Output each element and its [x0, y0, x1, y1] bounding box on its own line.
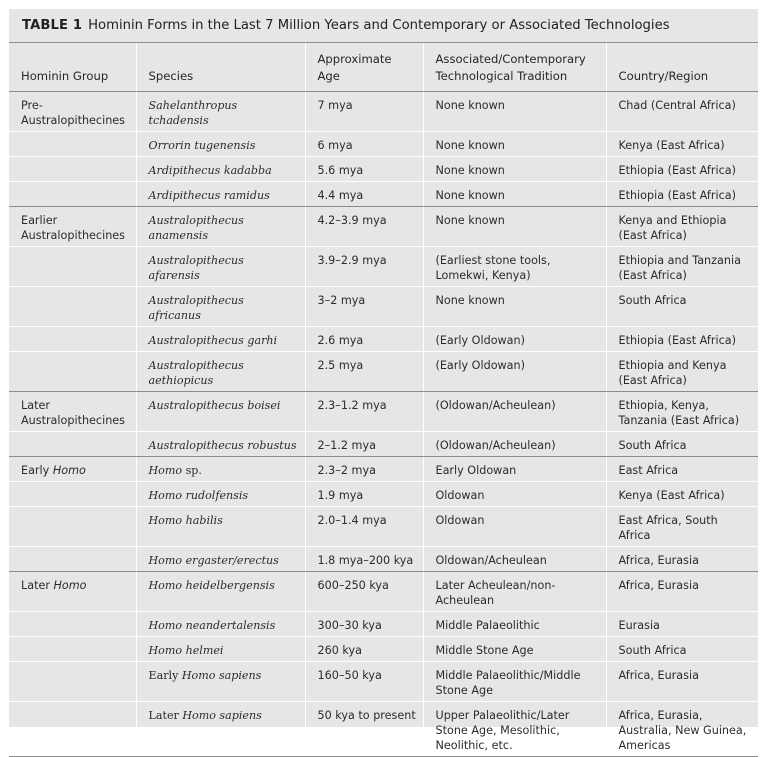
cell-group [9, 612, 136, 637]
table-row [9, 287, 758, 327]
table-row [9, 352, 758, 392]
hominin-table [9, 43, 758, 757]
cell-technology: Later Acheulean/non-Acheulean [423, 572, 606, 612]
cell-species: Australopithecus garhi [136, 327, 305, 352]
cell-group [9, 157, 136, 182]
cell-region: Ethiopia (East Africa) [606, 182, 758, 207]
header-country-region: Country/Region [606, 43, 758, 92]
cell-group: Pre-Australopithecines [9, 92, 136, 132]
cell-species: Homo ergaster/erectus [136, 547, 305, 572]
cell-age: 2–1.2 mya [305, 432, 423, 457]
cell-group [9, 572, 136, 612]
cell-group [9, 637, 136, 662]
cell-region: Ethiopia, Kenya, Tanzania (East Africa) [606, 392, 758, 432]
group-genus: Homo [53, 579, 87, 592]
cell-technology: Middle Palaeolithic/Middle Stone Age [423, 662, 606, 702]
table-row [9, 247, 758, 287]
cell-age: 600–250 kya [305, 572, 423, 612]
cell-species: Orrorin tugenensis [136, 132, 305, 157]
table-label: TABLE 1 [22, 18, 83, 33]
cell-technology: None known [423, 287, 606, 327]
cell-age: 1.8 mya–200 kya [305, 547, 423, 572]
cell-species: Homo heidelbergensis [136, 572, 305, 612]
cell-group [9, 247, 136, 287]
cell-age: 1.9 mya [305, 482, 423, 507]
cell-species: Australopithecus anamensis [136, 207, 305, 247]
cell-region: Chad (Central Africa) [606, 92, 758, 132]
cell-technology: (Oldowan/Acheulean) [423, 432, 606, 457]
cell-age: 2.3–1.2 mya [305, 392, 423, 432]
table-row [9, 482, 758, 507]
cell-age: 3.9–2.9 mya [305, 247, 423, 287]
cell-age: 300–30 kya [305, 612, 423, 637]
species-prefix: Early [148, 669, 182, 682]
cell-region: South Africa [606, 432, 758, 457]
table-row [9, 132, 758, 157]
table-row [9, 637, 758, 662]
cell-region: Africa, Eurasia [606, 572, 758, 612]
cell-group [9, 432, 136, 457]
header-row [9, 43, 758, 92]
cell-age: 2.0–1.4 mya [305, 507, 423, 547]
cell-group [9, 132, 136, 157]
cell-species: Australopithecus robustus [136, 432, 305, 457]
cell-region: South Africa [606, 287, 758, 327]
cell-species [136, 457, 305, 482]
cell-group [9, 457, 136, 482]
group-prefix: Later [21, 579, 54, 592]
cell-region: Africa, Eurasia [606, 662, 758, 702]
cell-group [9, 352, 136, 392]
cell-region: East Africa [606, 457, 758, 482]
cell-region: Ethiopia and Kenya (East Africa) [606, 352, 758, 392]
table-row [9, 507, 758, 547]
header-species: Species [136, 43, 305, 92]
cell-region: Ethiopia and Tanzania (East Africa) [606, 247, 758, 287]
table-row [9, 327, 758, 352]
species-genus: Homo [148, 464, 183, 477]
table-row [9, 702, 758, 757]
cell-region: Kenya and Ethiopia (East Africa) [606, 207, 758, 247]
cell-technology: None known [423, 157, 606, 182]
cell-technology: Oldowan [423, 482, 606, 507]
cell-group [9, 702, 136, 757]
header-hominin-group: Hominin Group [9, 43, 136, 92]
cell-technology: None known [423, 182, 606, 207]
cell-region: Ethiopia (East Africa) [606, 157, 758, 182]
table-row [9, 392, 758, 432]
cell-species: Australopithecus afarensis [136, 247, 305, 287]
cell-age: 160–50 kya [305, 662, 423, 702]
table-title: Hominin Forms in the Last 7 Million Years and Contemporary or Associated Technologies [88, 18, 670, 33]
cell-species: Australopithecus africanus [136, 287, 305, 327]
cell-group [9, 662, 136, 702]
cell-technology: Early Oldowan [423, 457, 606, 482]
cell-technology: (Oldowan/Acheulean) [423, 392, 606, 432]
table-row [9, 157, 758, 182]
cell-age: 6 mya [305, 132, 423, 157]
cell-region: Kenya (East Africa) [606, 132, 758, 157]
cell-region: South Africa [606, 637, 758, 662]
cell-age: 2.6 mya [305, 327, 423, 352]
cell-region: Kenya (East Africa) [606, 482, 758, 507]
species-name: Homo sapiens [182, 709, 262, 722]
cell-species: Ardipithecus kadabba [136, 157, 305, 182]
table-row [9, 662, 758, 702]
table-row [9, 207, 758, 247]
table-panel [9, 9, 758, 752]
cell-group [9, 547, 136, 572]
cell-group: Later Australopithecines [9, 392, 136, 432]
header-technological-tradition: Associated/Contemporary Technological Tradition [423, 43, 606, 92]
cell-group [9, 507, 136, 547]
table-row [9, 92, 758, 132]
table-row [9, 572, 758, 612]
cell-group: Earlier Australopithecines [9, 207, 136, 247]
cell-group [9, 482, 136, 507]
cell-species [136, 702, 305, 757]
cell-technology: Oldowan/Acheulean [423, 547, 606, 572]
cell-age: 260 kya [305, 637, 423, 662]
cell-age: 7 mya [305, 92, 423, 132]
cell-age: 2.3–2 mya [305, 457, 423, 482]
table-row [9, 457, 758, 482]
group-genus: Homo [52, 464, 86, 477]
species-name: Homo sapiens [181, 669, 262, 682]
species-prefix: Later [148, 709, 183, 722]
header-approximate-age: Approximate Age [305, 43, 423, 92]
cell-age: 2.5 mya [305, 352, 423, 392]
cell-species: Homo neandertalensis [136, 612, 305, 637]
cell-species: Homo rudolfensis [136, 482, 305, 507]
cell-technology: (Earliest stone tools, Lomekwi, Kenya) [423, 247, 606, 287]
cell-technology: Middle Stone Age [423, 637, 606, 662]
group-prefix: Early [21, 464, 53, 477]
species-suffix: sp. [182, 464, 202, 477]
cell-technology: (Early Oldowan) [423, 327, 606, 352]
cell-age: 4.4 mya [305, 182, 423, 207]
cell-technology: Middle Palaeolithic [423, 612, 606, 637]
cell-technology: None known [423, 92, 606, 132]
cell-age: 4.2–3.9 mya [305, 207, 423, 247]
cell-species [136, 662, 305, 702]
cell-region: East Africa, South Africa [606, 507, 758, 547]
cell-species: Ardipithecus ramidus [136, 182, 305, 207]
cell-region: Eurasia [606, 612, 758, 637]
table-row [9, 547, 758, 572]
table-row [9, 612, 758, 637]
cell-technology: None known [423, 132, 606, 157]
cell-group [9, 182, 136, 207]
cell-species: Homo habilis [136, 507, 305, 547]
cell-region: Africa, Eurasia [606, 547, 758, 572]
cell-group [9, 327, 136, 352]
cell-species: Homo helmei [136, 637, 305, 662]
cell-species: Australopithecus boisei [136, 392, 305, 432]
cell-technology: (Early Oldowan) [423, 352, 606, 392]
cell-region: Africa, Eurasia, Australia, New Guinea, Americas [606, 702, 758, 757]
cell-technology: Upper Palaeolithic/Later Stone Age, Mesolithic, Neolithic, etc. [423, 702, 606, 757]
cell-technology: None known [423, 207, 606, 247]
table-caption [9, 9, 758, 43]
cell-species: Australopithecus aethiopicus [136, 352, 305, 392]
cell-group [9, 287, 136, 327]
cell-region: Ethiopia (East Africa) [606, 327, 758, 352]
cell-species: Sahelanthropus tchadensis [136, 92, 305, 132]
cell-age: 5.6 mya [305, 157, 423, 182]
cell-age: 50 kya to present [305, 702, 423, 757]
table-row [9, 182, 758, 207]
cell-technology: Oldowan [423, 507, 606, 547]
cell-age: 3–2 mya [305, 287, 423, 327]
table-row [9, 432, 758, 457]
